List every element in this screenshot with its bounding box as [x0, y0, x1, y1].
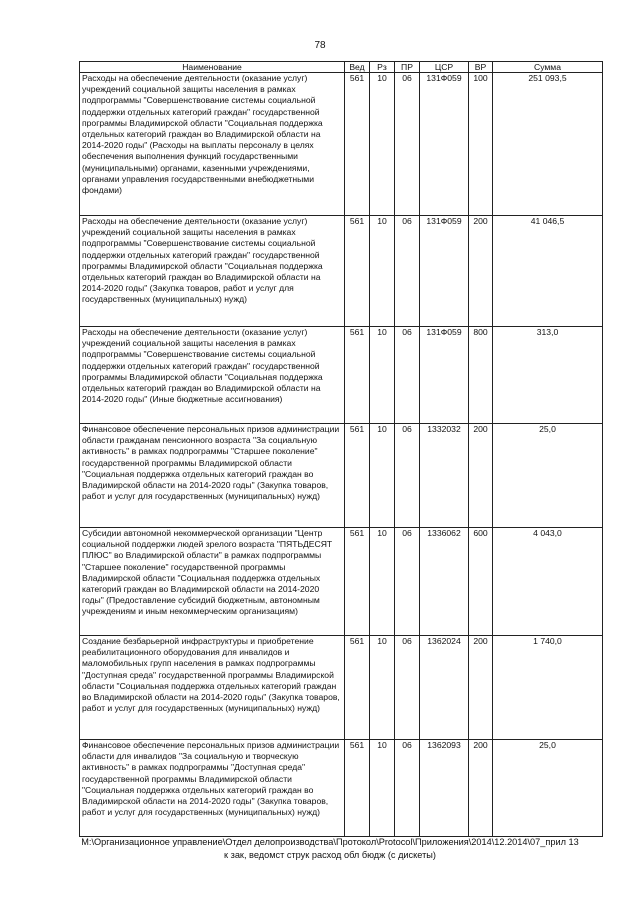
row-rz: 10	[370, 636, 395, 740]
row-sum: 41 046,5	[493, 216, 603, 327]
table-row	[80, 424, 603, 528]
row-csr: 131Ф059	[420, 73, 469, 216]
header-vr: ВР	[469, 62, 493, 73]
header-csr: ЦСР	[420, 62, 469, 73]
row-rz: 10	[370, 327, 395, 424]
row-pr: 06	[395, 424, 420, 528]
row-name: Финансовое обеспечение персональных призов администрации области гражданам пенсионного возраста "За социальную активность" в рамках подпрограммы "Старшее поколение" государственной программы Владимирской области "Социальная поддержка отдельных категорий граждан во Владимирской области на 2014-2020 годы" (Закупка товаров, работ и услуг для государственных (муниципальных) нужд)	[80, 424, 345, 528]
row-pr: 06	[395, 216, 420, 327]
row-csr: 1362093	[420, 740, 469, 837]
row-csr: 1362024	[420, 636, 469, 740]
row-csr: 131Ф059	[420, 216, 469, 327]
page-number: 78	[314, 40, 326, 51]
row-ved: 561	[345, 740, 370, 837]
row-vr: 800	[469, 327, 493, 424]
row-sum: 4 043,0	[493, 528, 603, 636]
header-name: Наименование	[80, 62, 345, 73]
row-sum: 313,0	[493, 327, 603, 424]
row-sum: 1 740,0	[493, 636, 603, 740]
row-csr: 1332032	[420, 424, 469, 528]
row-pr: 06	[395, 636, 420, 740]
row-pr: 06	[395, 327, 420, 424]
table-row	[80, 740, 603, 837]
row-csr: 1336062	[420, 528, 469, 636]
row-ved: 561	[345, 636, 370, 740]
table-row	[80, 528, 603, 636]
row-csr: 131Ф059	[420, 327, 469, 424]
row-name: Создание безбарьерной инфраструктуры и приобретение реабилитационного оборудования для инвалидов и маломобильных групп населения в рамках подпрограммы "Доступная среда" государственной программы Владимирской области "Социальная поддержка отдельных категорий граждан во Владимирской области на 2014-2020 годы" (Закупка товаров, работ и услуг для государственных (муниципальных) нужд)	[80, 636, 345, 740]
row-vr: 200	[469, 740, 493, 837]
row-name: Расходы на обеспечение деятельности (оказание услуг) учреждений социальной защиты населения в рамках подпрограммы "Совершенствование системы социальной поддержки отдельных категорий граждан" государственной программы Владимирской области "Социальная поддержка отдельных категорий граждан во Владимирской области на 2014-2020 годы" (Расходы на выплаты персоналу в целях обеспечения выполнения функций государственными (муниципальными) органами, казенными учреждениями, органами управления государственными внебюджетными фондами)	[80, 73, 345, 216]
row-ved: 561	[345, 528, 370, 636]
row-ved: 561	[345, 424, 370, 528]
row-pr: 06	[395, 73, 420, 216]
row-vr: 100	[469, 73, 493, 216]
table-row	[80, 327, 603, 424]
header-ved: Вед	[345, 62, 370, 73]
header-rz: Рз	[370, 62, 395, 73]
row-rz: 10	[370, 73, 395, 216]
row-vr: 200	[469, 424, 493, 528]
table-header-row	[80, 62, 603, 73]
table-row	[80, 73, 603, 216]
row-sum: 25,0	[493, 740, 603, 837]
row-pr: 06	[395, 528, 420, 636]
row-ved: 561	[345, 216, 370, 327]
header-sum: Сумма	[493, 62, 603, 73]
footer-path-line-2: к зак, ведомст струк расход обл бюдж (с дискеты)	[224, 850, 436, 860]
row-pr: 06	[395, 740, 420, 837]
row-name: Расходы на обеспечение деятельности (оказание услуг) учреждений социальной защиты населения в рамках подпрограммы "Совершенствование системы социальной поддержки отдельных категорий граждан" государственной программы Владимирской области "Социальная поддержка отдельных категорий граждан во Владимирской области на 2014-2020 годы" (Иные бюджетные ассигнования)	[80, 327, 345, 424]
row-name: Расходы на обеспечение деятельности (оказание услуг) учреждений социальной защиты населения в рамках подпрограммы "Совершенствование системы социальной поддержки отдельных категорий граждан" государственной программы Владимирской области "Социальная поддержка отдельных категорий граждан во Владимирской области на 2014-2020 годы" (Закупка товаров, работ и услуг для государственных (муниципальных) нужд)	[80, 216, 345, 327]
header-pr: ПР	[395, 62, 420, 73]
row-vr: 200	[469, 636, 493, 740]
row-name: Финансовое обеспечение персональных призов администрации области для инвалидов "За социальную и творческую активность" в рамках подпрограммы "Доступная среда" государственной программы Владимирской области "Социальная поддержка отдельных категорий граждан во Владимирской области на 2014-2020 годы" (Закупка товаров, работ и услуг для государственных (муниципальных) нужд)	[80, 740, 345, 837]
row-sum: 251 093,5	[493, 73, 603, 216]
row-rz: 10	[370, 424, 395, 528]
budget-table	[79, 61, 603, 837]
row-rz: 10	[370, 528, 395, 636]
row-ved: 561	[345, 73, 370, 216]
row-ved: 561	[345, 327, 370, 424]
row-name: Субсидии автономной некоммерческой организации "Центр социальной поддержки людей зрелого возраста "ПЯТЬДЕСЯТ ПЛЮС" во Владимирской области" в рамках подпрограммы "Старшее поколение" государственной программы Владимирской области "Социальная поддержка отдельных категорий граждан во Владимирской области на 2014-2020 годы" (Предоставление субсидий бюджетным, автономным учреждениям и иным некоммерческим организациям)	[80, 528, 345, 636]
row-rz: 10	[370, 216, 395, 327]
row-vr: 200	[469, 216, 493, 327]
table-row	[80, 216, 603, 327]
table-row	[80, 636, 603, 740]
file-path-footer	[60, 836, 600, 862]
row-rz: 10	[370, 740, 395, 837]
row-vr: 600	[469, 528, 493, 636]
row-sum: 25,0	[493, 424, 603, 528]
footer-path-line: М:\Организационное управление\Отдел делопроизводства\Протокол\Protocol\Приложения\2014\12.2014\07_прил 13	[81, 837, 579, 847]
